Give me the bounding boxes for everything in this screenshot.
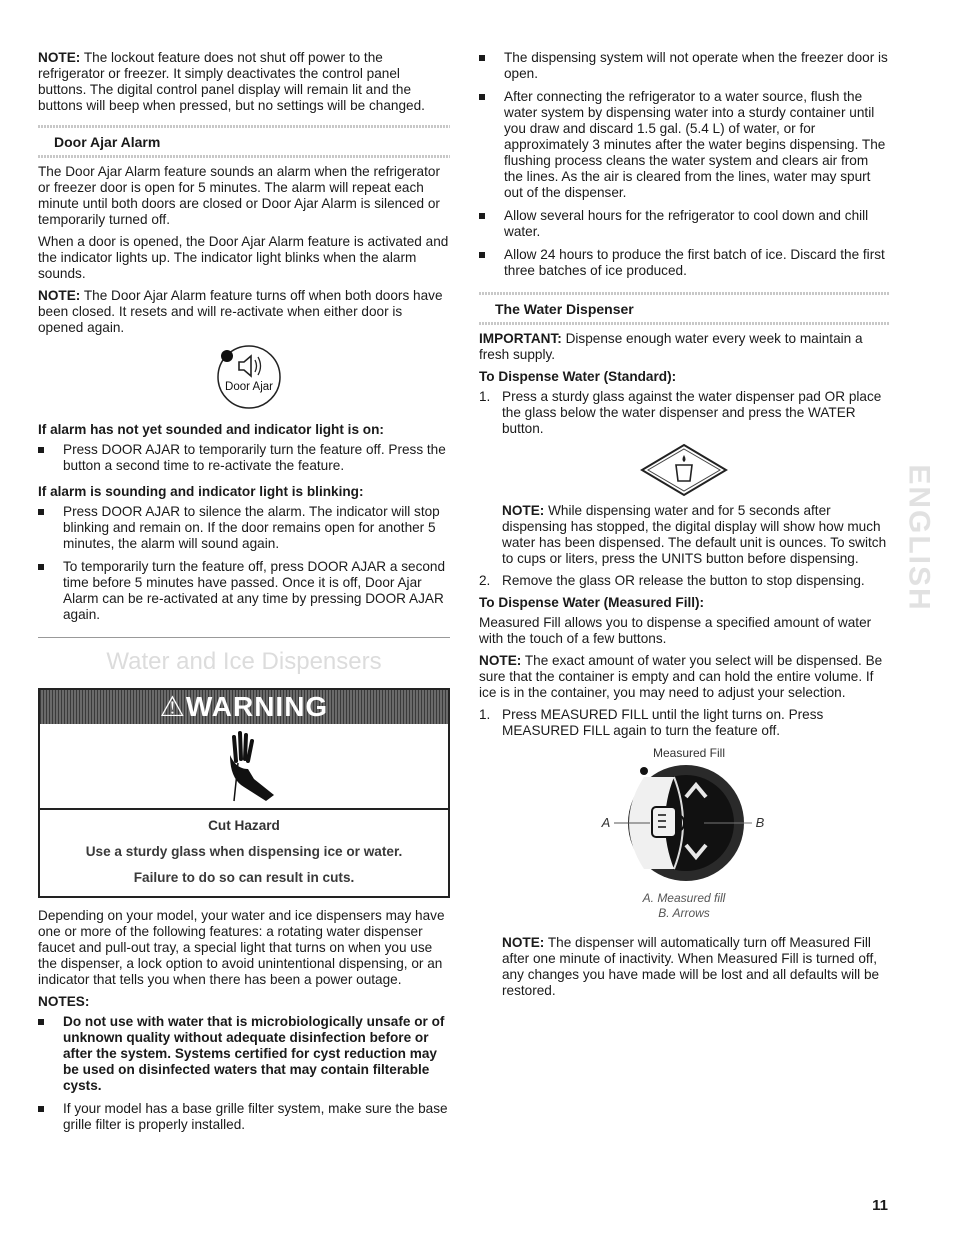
- door-ajar-button-icon: [199, 342, 289, 412]
- step-item: 1. Press a sturdy glass against the water dispenser pad OR place the glass below the water dispenser and press the WATER button.: [479, 389, 882, 436]
- water-button-icon: [634, 443, 734, 497]
- warning-line: Use a sturdy glass when dispensing ice or water.: [85, 844, 403, 859]
- warning-illustration: [40, 724, 448, 810]
- measured-steps: [479, 707, 889, 739]
- standard-steps: [479, 573, 889, 589]
- measured-paragraph: Measured Fill allows you to dispense a specified amount of water with the touch of a few buttons.: [479, 615, 872, 646]
- standard-note: NOTE: While dispensing water and for 5 seconds after dispensing has stopped, the digital display will show how much water has been dispensed. The default unit is ounces. To switch to cups or liters, press the UNITS button before dispensing.: [502, 503, 887, 566]
- step-item: 2. Remove the glass OR release the button to stop dispensing.: [479, 573, 865, 588]
- list-item: The dispensing system will not operate when the freezer door is open.: [479, 50, 889, 82]
- important-paragraph: IMPORTANT: Dispense enough water every week to maintain a fresh supply.: [479, 331, 863, 362]
- warning-header: [40, 690, 448, 724]
- door-ajar-note: NOTE: The Door Ajar Alarm feature turns off when both doors have been closed. It resets and will re-activate when either door is opened again.: [38, 288, 443, 335]
- list-item: To temporarily turn the feature off, press DOOR AJAR a second time before 5 minutes have passed. Once it is off, Door Ajar Alarm can be re-activated at any time by pressing DOOR AJAR again.: [38, 559, 450, 623]
- section-divider: [38, 637, 450, 638]
- list-item: Press DOOR AJAR to silence the alarm. The indicator will stop blinking and remain on. If the door remains open for another 5 minutes, the alarm will sound again.: [38, 504, 450, 552]
- water-dispenser-title: The Water Dispenser: [479, 297, 889, 321]
- list-item: Allow several hours for the refrigerator to cool down and chill water.: [479, 208, 889, 240]
- warning-line: Failure to do so can result in cuts.: [133, 870, 355, 885]
- measured-fill-figure: [479, 745, 889, 885]
- warning-box: [38, 688, 450, 898]
- measured-fill-title: Measured Fill: [652, 746, 726, 760]
- section-title: Water and Ice Dispensers: [106, 648, 382, 675]
- door-ajar-button-figure: [38, 342, 450, 412]
- list-item: Allow 24 hours to produce the first batch of ice. Discard the first three batches of ice produced.: [479, 247, 889, 279]
- door-ajar-paragraph: The Door Ajar Alarm feature sounds an alarm when the refrigerator or freezer door is open for 5 minutes. The alarm will repeat each minute until both doors are closed or Door Ajar Alarm is silenced or temporarily turned off.: [38, 164, 440, 227]
- not-sounded-list: [38, 442, 450, 474]
- page-number: 11: [872, 1197, 888, 1214]
- lockout-note: NOTE: The lockout feature does not shut off power to the refrigerator or freezer. It simply deactivates the control panel buttons. The digital control panel display will remain lit and the buttons will beep when pressed, but no settings will be changed.: [38, 50, 425, 113]
- measured-note: NOTE: The exact amount of water you select will be dispensed. Be sure that the container is empty and can hold the entire volume. If ice is in the container, you may need to adjust your selection.: [479, 653, 883, 700]
- features-paragraph: Depending on your model, your water and ice dispensers may have one or more of the following features: a rotating water dispenser faucet and pull-out tray, a special light that turns on when you use the dispenser, a lock option to avoid unintentional dispensing, or an indicator that tells you when there has been a power outage.: [38, 908, 445, 987]
- notes-head: NOTES:: [38, 994, 90, 1009]
- caption-b: B. Arrows: [658, 906, 710, 920]
- list-item: Press DOOR AJAR to temporarily turn the feature off. Press the button a second time to re-activate the feature.: [38, 442, 450, 474]
- list-item: After connecting the refrigerator to a water source, flush the water system by dispensing water into a sturdy container until you draw and discard 1.5 gal. (5.4 L) of water, or for approximately 3 minutes after the water begins dispensing. The flushing process cleans the water system and clears air from the lines. As the air is cleared from the lines, water may spurt out of the dispenser.: [479, 89, 889, 201]
- label-a: A: [601, 815, 611, 830]
- step-item: 1. Press MEASURED FILL until the light turns on. Press MEASURED FILL again to turn the feature off.: [479, 707, 824, 738]
- water-button-figure: [479, 443, 889, 497]
- left-column: [38, 50, 450, 1140]
- door-ajar-title: Door Ajar Alarm: [38, 130, 450, 154]
- warning-title: WARNING: [185, 691, 329, 722]
- final-note: NOTE: The dispenser will automatically turn off Measured Fill after one minute of inactivity. When Measured Fill is turned off, any changes you have made will be lost and all defaults will be restored.: [502, 935, 880, 998]
- warning-hazard: Cut Hazard: [208, 818, 280, 833]
- door-ajar-paragraph: When a door is opened, the Door Ajar Alarm feature is activated and the indicator lights up. The indicator light blinks when the alarm sounds.: [38, 234, 449, 281]
- right-column: [479, 50, 889, 1005]
- caption-a: A. Measured fill: [642, 891, 726, 905]
- language-tab: ENGLISH: [903, 464, 937, 612]
- not-sounded-head: If alarm has not yet sounded and indicator light is on:: [38, 422, 384, 437]
- list-item: If your model has a base grille filter system, make sure the base grille filter is properly installed.: [38, 1101, 450, 1133]
- figure-caption: [479, 891, 889, 921]
- list-item: Do not use with water that is microbiologically unsafe or of unknown quality without adequate disinfection before or after the system. Systems certified for cyst reduction may be used on disinfected waters that may contain filterable cysts.: [38, 1014, 450, 1094]
- sounding-list: [38, 504, 450, 623]
- standard-head: To Dispense Water (Standard):: [479, 369, 677, 384]
- door-ajar-button-label: Door Ajar: [225, 381, 273, 393]
- warning-triangle-icon: ⚠: [159, 691, 186, 722]
- notes-list: [38, 1014, 450, 1133]
- warning-text: [40, 810, 448, 896]
- cut-hand-icon: [204, 729, 284, 803]
- label-b: B: [755, 815, 765, 830]
- measured-head: To Dispense Water (Measured Fill):: [479, 595, 705, 610]
- sounding-head: If alarm is sounding and indicator light is blinking:: [38, 484, 364, 499]
- standard-steps: [479, 389, 889, 437]
- dispenser-info-list: [479, 50, 889, 279]
- measured-fill-button-icon: [554, 745, 814, 885]
